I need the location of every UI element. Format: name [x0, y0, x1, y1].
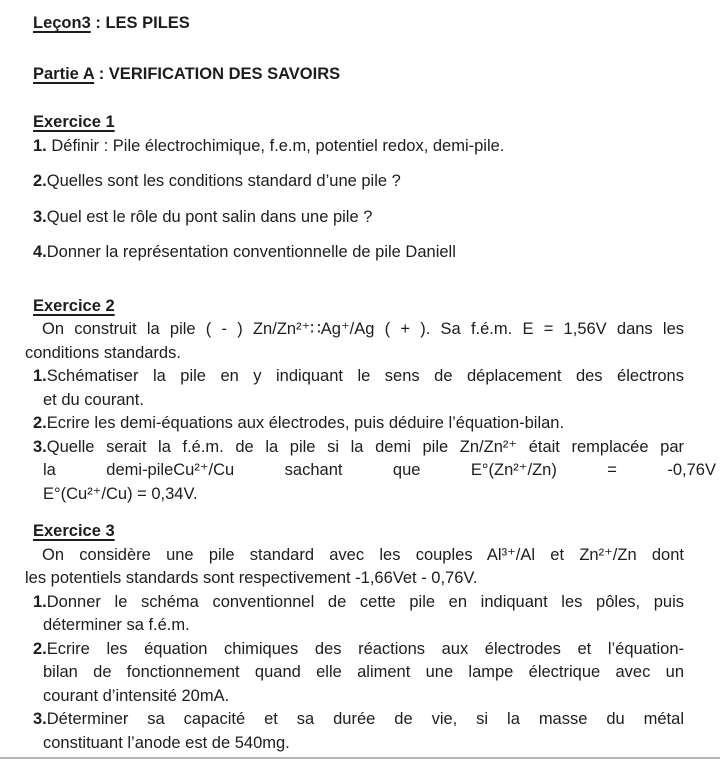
- question-text: Quelle serait la f.é.m. de la pile si la demi pile Zn/Zn²⁺ était remplacée par: [46, 437, 684, 456]
- lesson-heading: [33, 12, 684, 36]
- part-heading: [33, 63, 684, 87]
- item-number: 3.: [33, 710, 47, 728]
- item-number: 1.: [33, 592, 47, 611]
- item-number: 3.: [33, 437, 47, 456]
- item-number: 2.: [33, 172, 47, 190]
- exercise3-heading: Exercice 3: [33, 522, 115, 540]
- part-title: : VERIFICATION DES SAVOIRS: [94, 64, 341, 83]
- ex1-question-3: [33, 206, 684, 230]
- item-number: 4.: [33, 243, 47, 261]
- question-text: Ecrire les équation chimiques des réactions aux électrodes et l’équation-: [46, 639, 684, 658]
- ex3-question-1: [33, 591, 684, 615]
- item-number: 2.: [33, 639, 47, 658]
- question-text: Déterminer sa capacité et sa durée de vie, si la masse du métal: [46, 710, 684, 728]
- ex3-question-3: [33, 708, 684, 732]
- lesson-label: Leçon3: [33, 14, 91, 32]
- ex1-question-4: [33, 241, 684, 265]
- ex3-intro-line2: les potentiels standards sont respectivement -1,66Vet - 0,76V.: [25, 569, 478, 587]
- ex3-question-2: [33, 638, 684, 662]
- question-text: Quelles sont les conditions standard d’une pile ?: [46, 172, 401, 190]
- ex2-question-1-cont: et du courant.: [43, 390, 144, 409]
- ex1-question-1: [33, 135, 684, 159]
- exercise1-heading: Exercice 1: [33, 113, 115, 131]
- question-text: Ecrire les demi-équations aux électrodes, puis déduire l’équation-bilan.: [46, 414, 565, 432]
- item-number: 1.: [33, 367, 47, 385]
- question-text: Schématiser la pile en y indiquant le sens de déplacement des électrons: [46, 367, 684, 385]
- question-text: Donner le schéma conventionnel de cette pile en indiquant les pôles, puis: [46, 592, 684, 611]
- ex2-intro-line1: On construit la pile ( - ) Zn/Zn²⁺∷Ag⁺/Ag ( + ). Sa f.é.m. E = 1,56V dans les: [42, 320, 684, 338]
- ex3-question-1-cont: déterminer sa f.é.m.: [43, 616, 190, 634]
- item-number: 1.: [33, 136, 47, 155]
- part-label: Partie A: [33, 64, 95, 83]
- item-number: 3.: [33, 207, 47, 226]
- ex3-question-3-cont: constituant l’anode est de 540mg.: [43, 733, 290, 752]
- question-text: Quel est le rôle du pont salin dans une pile ?: [46, 207, 373, 226]
- page-bottom-divider: [0, 757, 720, 759]
- lesson-title: : LES PILES: [90, 14, 190, 32]
- question-text: Définir : Pile électrochimique, f.e.m, potentiel redox, demi-pile.: [46, 136, 505, 155]
- ex2-question-1: [33, 365, 684, 389]
- ex2-question-2: [33, 412, 684, 436]
- ex2-question-3-cont1: la demi-pileCu²⁺/Cu sachant que E°(Zn²⁺/Zn) = -0,76V: [43, 461, 716, 479]
- ex2-intro-line2: conditions standards.: [25, 343, 181, 362]
- ex3-question-2-cont1: bilan de fonctionnement quand elle aliment une lampe électrique avec un: [43, 663, 684, 681]
- ex3-question-2-cont2: courant d’intensité 20mA.: [43, 686, 230, 705]
- question-text: Donner la représentation conventionnelle de pile Daniell: [46, 243, 456, 261]
- exercise2-heading: Exercice 2: [33, 296, 115, 315]
- ex2-question-3-cont2: E°(Cu²⁺/Cu) = 0,34V.: [43, 484, 198, 503]
- item-number: 2.: [33, 414, 47, 432]
- ex2-question-3: [33, 436, 684, 460]
- ex1-question-2: [33, 170, 684, 194]
- ex3-intro-line1: On considère une pile standard avec les couples Al³⁺/Al et Zn²⁺/Zn dont: [42, 545, 684, 564]
